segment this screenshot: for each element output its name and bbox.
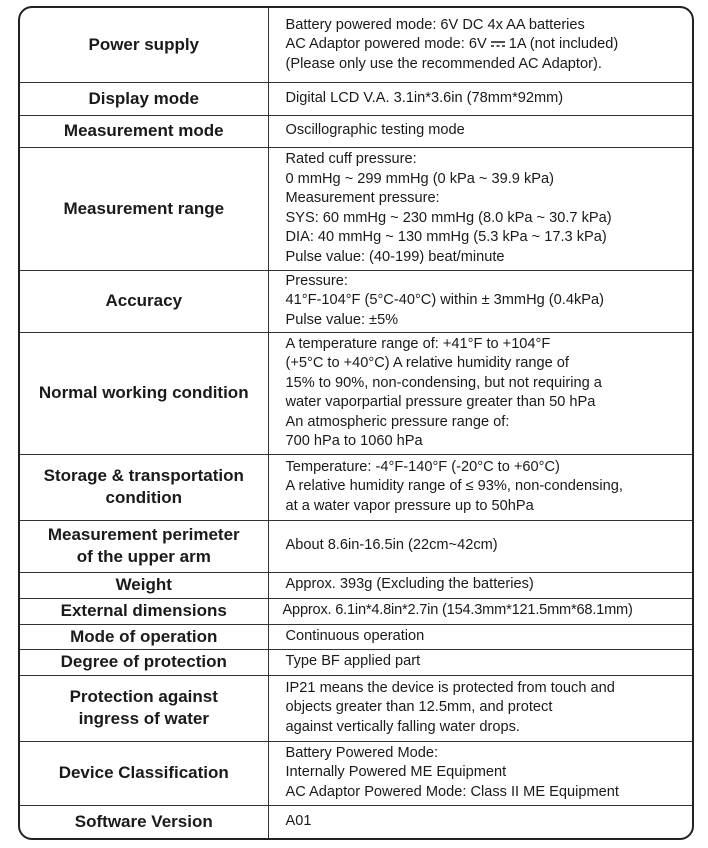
value-line: Internally Powered ME Equipment xyxy=(285,764,507,781)
table-row-external-dimensions xyxy=(20,598,692,624)
label-line: ingress of water xyxy=(78,709,209,728)
value-line: A01 xyxy=(285,813,312,829)
value-line: DIA: 40 mmHg ~ 130 mmHg (5.3 kPa ~ 17.3 kPa) xyxy=(285,229,607,245)
value-line: Pulse value: (40-199) beat/minute xyxy=(285,248,505,265)
value-line: A temperature range of: +41°F to +104°F xyxy=(285,335,551,352)
row-value xyxy=(268,520,692,572)
value-line: Oscillographic testing mode xyxy=(285,122,465,139)
table-row-normal-working-condition xyxy=(20,332,692,454)
value-line: Approx. 6.1in*4.8in*2.7in (154.3mm*121.5mm*68.1mm) xyxy=(282,602,633,619)
value-line: Pressure: xyxy=(285,272,348,289)
table-row-mode-of-operation xyxy=(20,624,692,649)
row-label: Measurement range xyxy=(20,147,268,270)
row-label: Device Classification xyxy=(20,741,268,805)
table-row-software-version xyxy=(20,805,692,838)
label-line: of the upper arm xyxy=(76,547,211,566)
specifications-table xyxy=(20,8,692,838)
value-line: IP21 means the device is protected from touch and xyxy=(285,679,615,696)
value-text: 1A (not included) xyxy=(508,36,619,52)
table-row-weight xyxy=(20,572,692,598)
value-line: Rated cuff pressure: xyxy=(285,151,417,167)
value-line: (Please only use the recommended AC Adaptor). xyxy=(285,55,602,72)
value-text: AC Adaptor powered mode: 6V xyxy=(285,36,487,52)
value-line: at a water vapor pressure up to 50hPa xyxy=(285,497,534,514)
value-line: Digital LCD V.A. 3.1in*3.6in (78mm*92mm) xyxy=(285,89,564,106)
row-value xyxy=(268,805,692,838)
table-row-storage-transportation xyxy=(20,454,692,520)
value-line: Pulse value: ±5% xyxy=(285,311,399,328)
row-label: Power supply xyxy=(20,8,268,82)
value-line: water vaporpartial pressure greater than 50 hPa xyxy=(285,394,596,410)
value-line: Temperature: -4°F-140°F (-20°C to +60°C) xyxy=(285,458,560,475)
row-label: Measurement mode xyxy=(20,115,268,147)
row-value xyxy=(268,82,692,115)
table-row-accuracy xyxy=(20,270,692,332)
row-label: Accuracy xyxy=(20,270,268,332)
row-label: Software Version xyxy=(20,805,268,838)
table-row-power-supply xyxy=(20,8,692,82)
row-value xyxy=(268,115,692,147)
value-line xyxy=(286,35,687,55)
row-value xyxy=(268,675,692,741)
value-line: AC Adaptor Powered Mode: Class II ME Equipment xyxy=(285,783,619,800)
row-label xyxy=(20,675,268,741)
value-line: Type BF applied part xyxy=(285,653,421,670)
value-line: Battery powered mode: 6V DC 4x AA batteries xyxy=(285,16,585,33)
value-line: objects greater than 12.5mm, and protect xyxy=(285,699,553,716)
row-value xyxy=(268,598,692,624)
value-line: SYS: 60 mmHg ~ 230 mmHg (8.0 kPa ~ 30.7 kPa) xyxy=(285,209,612,226)
label-line: Storage & transportation xyxy=(43,466,244,485)
value-line: 41°F-104°F (5°C-40°C) within ± 3mmHg (0.4kPa) xyxy=(285,292,604,309)
row-value xyxy=(268,454,692,520)
row-label xyxy=(20,454,268,520)
spec-table-frame xyxy=(18,6,694,840)
row-label xyxy=(20,520,268,572)
value-line: An atmospheric pressure range of: xyxy=(285,413,510,430)
value-line: against vertically falling water drops. xyxy=(285,718,520,735)
value-line: 700 hPa to 1060 hPa xyxy=(285,433,423,449)
table-row-display-mode xyxy=(20,82,692,115)
row-label: Degree of protection xyxy=(20,649,268,675)
label-line: condition xyxy=(105,488,182,507)
row-label: Display mode xyxy=(20,82,268,115)
row-label: External dimensions xyxy=(20,598,268,624)
value-line: Continuous operation xyxy=(285,627,425,644)
value-line: About 8.6in-16.5in (22cm~42cm) xyxy=(285,537,498,554)
value-line: (+5°C to +40°C) A relative humidity range of xyxy=(285,355,569,371)
table-row-water-ingress xyxy=(20,675,692,741)
row-value xyxy=(268,147,692,270)
table-row-measurement-range xyxy=(20,147,692,270)
value-line: Approx. 393g (Excluding the batteries) xyxy=(285,576,534,593)
table-row-measurement-mode xyxy=(20,115,692,147)
row-value xyxy=(268,8,692,82)
label-line: Protection against xyxy=(69,687,218,706)
value-line: Battery Powered Mode: xyxy=(285,744,439,761)
table-row-arm-perimeter xyxy=(20,520,692,572)
row-value xyxy=(268,624,692,649)
row-value xyxy=(268,649,692,675)
direct-current-icon xyxy=(490,40,506,48)
table-row-device-classification xyxy=(20,741,692,805)
row-label: Mode of operation xyxy=(20,624,268,649)
table-row-degree-of-protection xyxy=(20,649,692,675)
row-label: Weight xyxy=(20,572,268,598)
row-value xyxy=(268,270,692,332)
value-line: 0 mmHg ~ 299 mmHg (0 kPa ~ 39.9 kPa) xyxy=(285,170,554,187)
row-label: Normal working condition xyxy=(20,332,268,454)
row-value xyxy=(268,332,692,454)
label-line: Measurement perimeter xyxy=(47,525,240,544)
row-value xyxy=(268,572,692,598)
value-line: A relative humidity range of ≤ 93%, non-condensing, xyxy=(285,478,623,495)
row-value xyxy=(268,741,692,805)
value-line: Measurement pressure: xyxy=(285,190,440,206)
value-line: 15% to 90%, non-condensing, but not requiring a xyxy=(285,374,602,391)
